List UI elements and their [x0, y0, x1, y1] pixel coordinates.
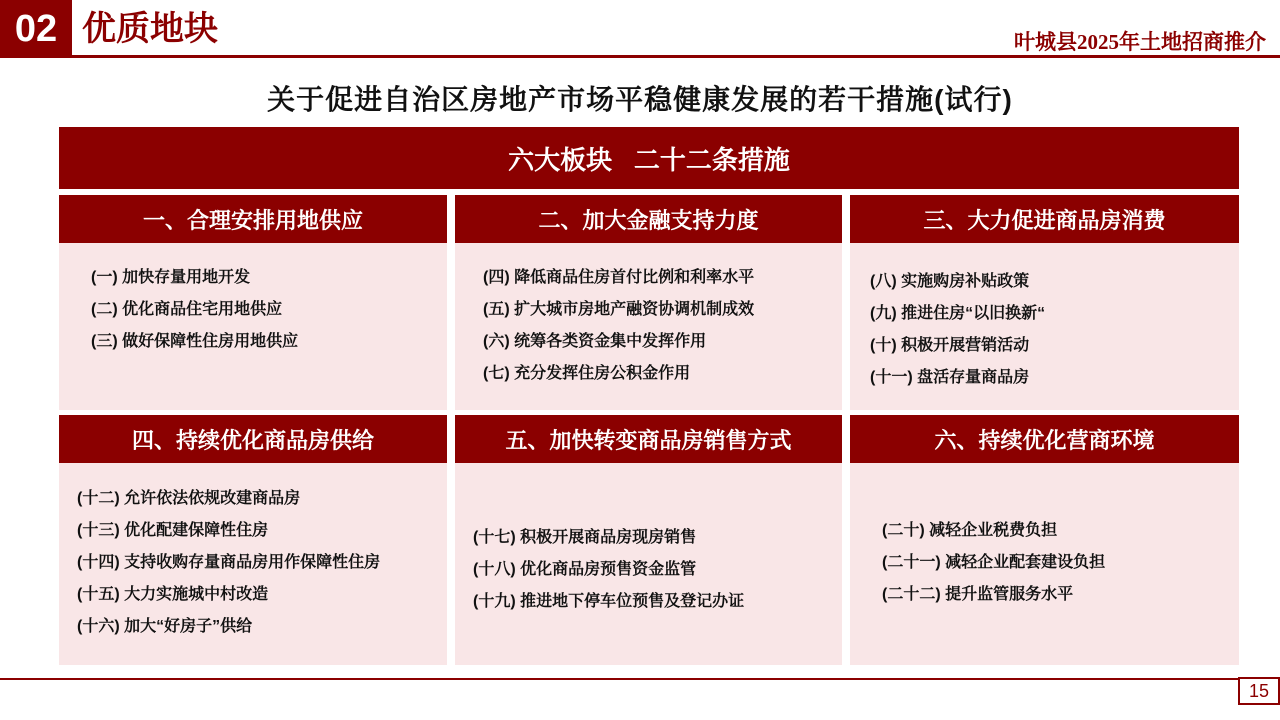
main-heading: 关于促进自治区房地产市场平稳健康发展的若干措施(试行) — [267, 84, 1013, 115]
list-item: (六) 统筹各类资金集中发挥作用 — [483, 333, 707, 350]
block-3-panel — [850, 243, 1239, 410]
list-item: (十八) 优化商品房预售资金监管 — [473, 561, 697, 578]
page-number: 15 — [1238, 677, 1280, 705]
summary-banner: 六大板块 二十二条措施 — [59, 127, 1239, 189]
block-5-panel — [455, 463, 842, 665]
block-6-title: 六、持续优化营商环境 — [850, 415, 1239, 463]
list-item: (五) 扩大城市房地产融资协调机制成效 — [483, 301, 755, 318]
block-4-title: 四、持续优化商品房供给 — [59, 415, 447, 463]
block-3-title: 三、大力促进商品房消费 — [850, 195, 1239, 243]
header-divider — [72, 55, 1280, 58]
block-1-title: 一、合理安排用地供应 — [59, 195, 447, 243]
list-item: (十) 积极开展营销活动 — [870, 337, 1030, 354]
list-item: (十三) 优化配建保障性住房 — [77, 522, 269, 539]
list-item: (四) 降低商品住房首付比例和利率水平 — [483, 269, 755, 286]
block-6-panel — [850, 463, 1239, 665]
block-1-panel — [59, 243, 447, 410]
list-item: (七) 充分发挥住房公积金作用 — [483, 365, 691, 382]
list-item: (八) 实施购房补贴政策 — [870, 273, 1030, 290]
list-item: (三) 做好保障性住房用地供应 — [91, 333, 299, 350]
list-item: (一) 加快存量用地开发 — [91, 269, 251, 286]
list-item: (十一) 盘活存量商品房 — [870, 369, 1030, 386]
list-item: (十二) 允许依法依规改建商品房 — [77, 490, 301, 507]
section-title: 优质地块 — [82, 10, 218, 48]
list-item: (二) 优化商品住宅用地供应 — [91, 301, 283, 318]
list-item: (九) 推进住房“以旧换新“ — [870, 305, 1046, 322]
list-item: (十五) 大力实施城中村改造 — [77, 586, 269, 603]
list-item: (二十) 减轻企业税费负担 — [882, 522, 1058, 539]
block-2-panel — [455, 243, 842, 410]
list-item: (二十二) 提升监管服务水平 — [882, 586, 1074, 603]
footer-divider — [0, 678, 1238, 680]
list-item: (二十一) 减轻企业配套建设负担 — [882, 554, 1106, 571]
block-5-title: 五、加快转变商品房销售方式 — [455, 415, 842, 463]
list-item: (十九) 推进地下停车位预售及登记办证 — [473, 593, 745, 610]
section-number-badge: 02 — [0, 0, 72, 58]
list-item: (十七) 积极开展商品房现房销售 — [473, 529, 697, 546]
document-title: 叶城县2025年土地招商推介 — [1014, 30, 1266, 54]
list-item: (十六) 加大“好房子”供给 — [77, 618, 253, 635]
block-4-panel — [59, 463, 447, 665]
list-item: (十四) 支持收购存量商品房用作保障性住房 — [77, 554, 381, 571]
block-2-title: 二、加大金融支持力度 — [455, 195, 842, 243]
